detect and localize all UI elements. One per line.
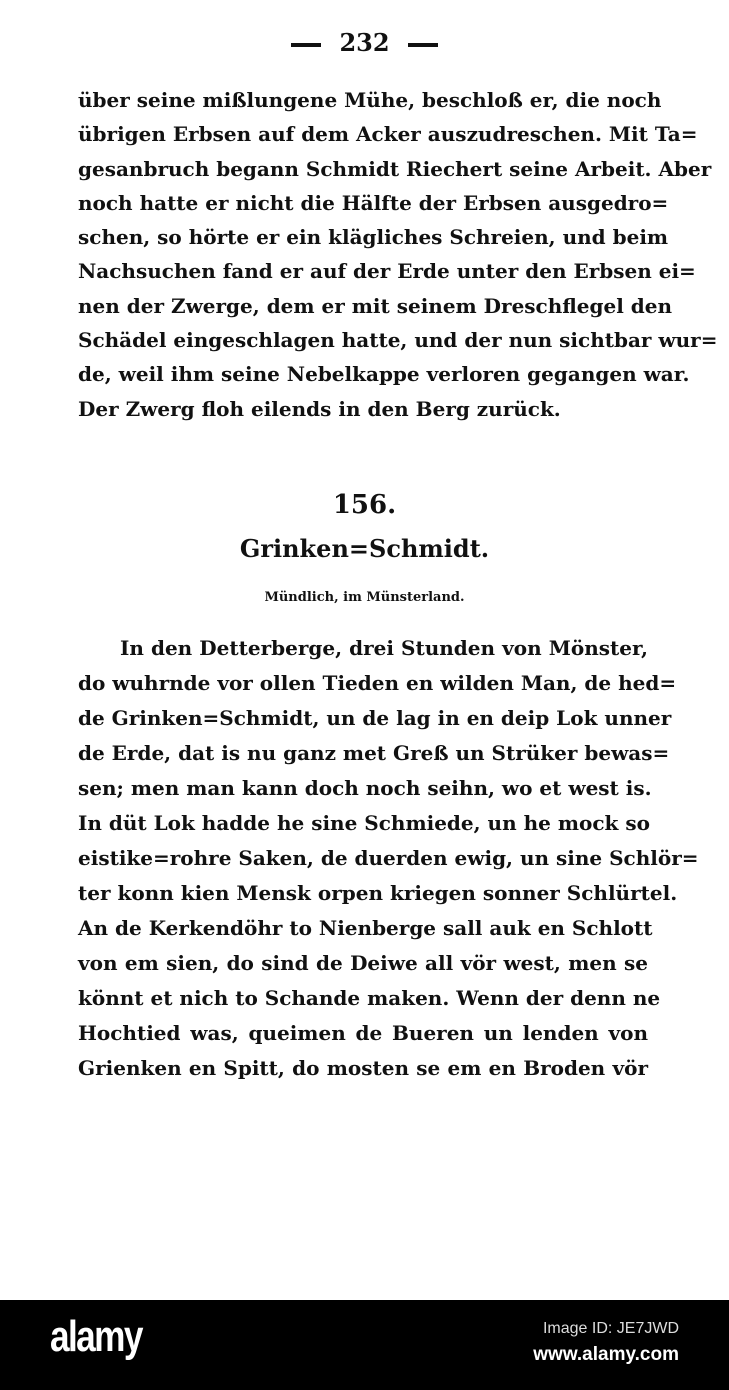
- site-url: www.alamy.com: [533, 1344, 679, 1365]
- text-line: von em sien, do sind de Deiwe all vör west, men se: [78, 951, 648, 975]
- text-line: ter konn kien Mensk orpen kriegen sonner Schlürtel.: [78, 881, 678, 905]
- text-line: In den Detterberge, drei Stunden von Mönster,: [120, 636, 648, 660]
- text-line: schen, so hörte er ein klägliches Schreien, und beim: [78, 225, 669, 250]
- text-line: Schädel eingeschlagen hatte, und der nun sichtbar wur=: [78, 328, 718, 353]
- text-line: do wuhrnde vor ollen Tieden en wilden Man, de hed=: [78, 671, 677, 695]
- text-line: noch hatte er nicht die Hälfte der Erbsen ausgedro=: [78, 190, 669, 215]
- text-line: könnt et nich to Schande maken. Wenn der denn ne: [78, 986, 661, 1010]
- text-line: Nachsuchen fand er auf der Erde unter den Erbsen ei=: [78, 259, 696, 284]
- section-number: 156.: [332, 490, 397, 520]
- watermark-footer: [0, 1300, 729, 1390]
- text-line: In düt Lok hadde he sine Schmiede, un he mock so: [78, 811, 650, 835]
- text-line: Der Zwerg floh eilends in den Berg zurück.: [78, 396, 561, 421]
- page-header: [0, 28, 729, 57]
- section-subtitle: Mündlich, im Münsterland.: [264, 590, 465, 605]
- text-line: de Erde, dat is nu ganz met Greß un Strüker bewas=: [78, 741, 670, 765]
- dash-right: [408, 43, 438, 47]
- text-line: übrigen Erbsen auf dem Acker auszudreschen. Mit Ta=: [78, 122, 698, 147]
- text-line: Hochtied was, queimen de Bueren un lenden von: [78, 1021, 648, 1045]
- page-number: 232: [339, 28, 390, 57]
- paragraph-continued: [78, 83, 718, 426]
- text-line: de Grinken=Schmidt, un de lag in en deip Lok unner: [78, 706, 672, 730]
- text-line: sen; men man kann doch noch seihn, wo et west is.: [78, 776, 652, 800]
- dash-left: [291, 43, 321, 47]
- image-id: Image ID: JE7JWD: [542, 1320, 679, 1337]
- text-line: nen der Zwerge, dem er mit seinem Dreschflegel den: [78, 293, 673, 318]
- text-line: eistike=rohre Saken, de duerden ewig, un sine Schlör=: [78, 846, 699, 870]
- text-line: über seine mißlungene Mühe, beschloß er, die noch: [78, 88, 662, 112]
- text-line: An de Kerkendöhr to Nienberge sall auk en Schlott: [78, 916, 653, 940]
- text-line: de, weil ihm seine Nebelkappe verloren gegangen war.: [78, 362, 690, 387]
- section-title: Grinken=Schmidt.: [239, 534, 490, 563]
- text-line: Grienken en Spitt, do mosten se em en Broden vör: [78, 1056, 648, 1080]
- paragraph-story: [78, 631, 699, 1086]
- alamy-logo: alamy: [50, 1312, 142, 1361]
- text-line: gesanbruch begann Schmidt Riechert seine Arbeit. Aber: [78, 156, 712, 181]
